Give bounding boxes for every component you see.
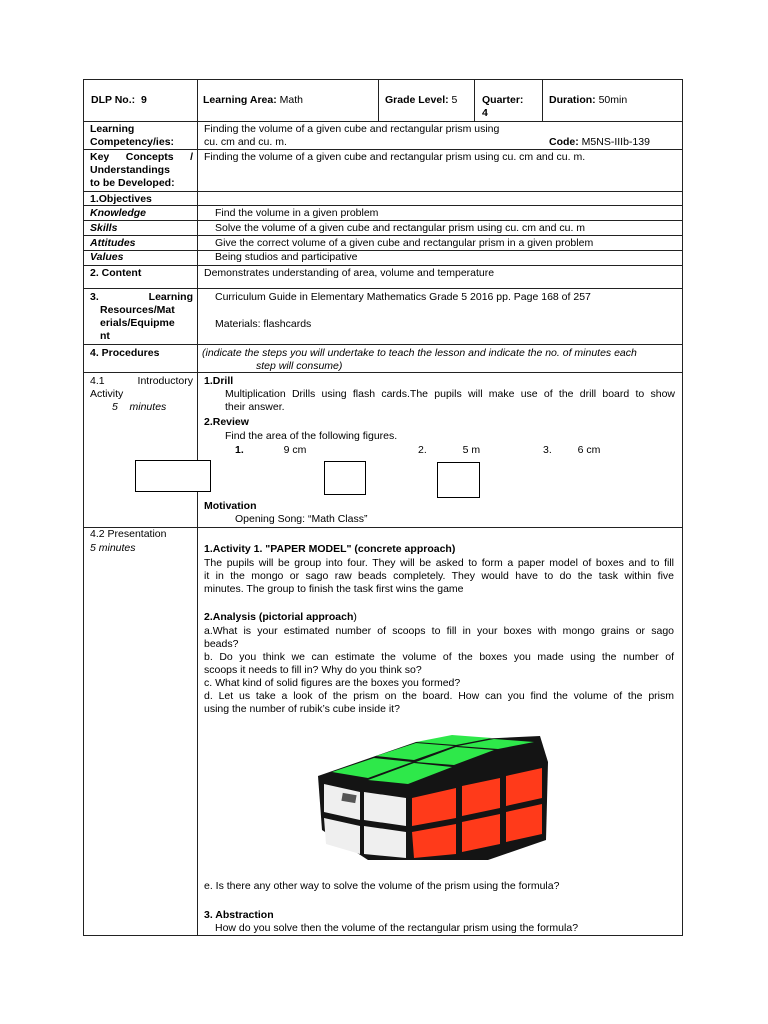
resources-label-line: erials/Equipme [100, 317, 175, 329]
table-border-left [83, 79, 84, 936]
resources-label [90, 291, 193, 343]
figure-number: 1. [235, 444, 244, 456]
figure-2-label [418, 444, 480, 457]
key-concepts-word: Key [90, 151, 110, 163]
rectangle-figure [135, 460, 211, 492]
table-column-divider [378, 79, 379, 122]
objectives-heading: 1.Objectives [90, 193, 152, 205]
table-rule [83, 344, 683, 345]
activity-text [204, 557, 674, 596]
table-rule [83, 235, 683, 236]
presentation-label-line: 4.2 Presentation [90, 528, 167, 540]
competency-code [549, 136, 650, 149]
quarter [482, 94, 523, 120]
dlp-label: DLP No.: [91, 94, 136, 106]
rubiks-cuboid-image [316, 732, 562, 866]
drill-heading: 1.Drill [204, 375, 234, 387]
competency-text-line: cu. cm and cu. m. [204, 136, 287, 148]
competency-label-line: Competency/ies: [90, 136, 175, 148]
intro-minutes-value: 5 [112, 401, 118, 413]
intro-label-line: Activity [90, 388, 124, 400]
grade-level-value: 5 [451, 94, 458, 106]
analysis-line: a.What is your estimated number of scoops to fill in your boxes with mongo grains or sago [204, 625, 674, 637]
figure-1-label [235, 444, 306, 457]
procedures-note-line: step will consume) [256, 360, 343, 372]
duration [549, 94, 627, 107]
objective-label-attitudes: Attitudes [90, 237, 136, 249]
table-column-divider [542, 79, 543, 122]
activity-text-line: The pupils will be group into four. They will be asked to form a paper model of boxes and to fill [204, 557, 674, 569]
presentation-label [90, 528, 166, 555]
table-rule [83, 149, 683, 150]
grade-level-label: Grade Level: [385, 94, 449, 106]
key-concepts-label-line: to be Developed: [90, 177, 175, 189]
resources-label-word: Learning [148, 291, 193, 303]
objective-label-values: Values [90, 251, 124, 263]
key-concepts-label-line [90, 151, 193, 164]
analysis-line: b. Do you think we can estimate the volume of the boxes you made using the number of [204, 651, 674, 663]
objective-label-skills: Skills [90, 222, 118, 234]
objective-text-skills: Solve the volume of a given cube and rectangular prism using cu. cm and cu. m [215, 222, 586, 234]
key-concepts-word: Concepts [125, 151, 174, 163]
analysis-line: using the number of rubik’s cube inside it? [204, 703, 400, 715]
duration-label: Duration: [549, 94, 596, 106]
resources-label-word: 3. [90, 291, 99, 303]
dlp-number [91, 94, 147, 107]
competency-label [90, 123, 195, 149]
key-concepts-text: Finding the volume of a given cube and rectangular prism using cu. cm and cu. m. [204, 151, 586, 163]
code-label: Code: [549, 136, 579, 148]
square-figure-6cm [437, 462, 480, 498]
objective-text-values: Being studios and participative [215, 251, 358, 263]
analysis-line: scoops it needs to fill in? Why do you think so? [204, 664, 422, 676]
analysis-line: d. Let us take a look of the prism on the board. How can you find the volume of the prism [204, 690, 674, 702]
objective-text-knowledge: Find the volume in a given problem [215, 207, 379, 219]
quarter-label: Quarter: [482, 94, 524, 106]
procedures-note-line: (indicate the steps you will undertake to teach the lesson and indicate the no. of minutes each [202, 347, 637, 359]
intro-label-line [90, 401, 193, 414]
figure-dimension: 9 cm [283, 444, 307, 456]
quarter-value: 4 [482, 107, 488, 119]
dlp-value: 9 [140, 94, 147, 106]
resources-materials: Materials: flashcards [215, 318, 312, 330]
analysis-line: c. What kind of solid figures are the boxes you formed? [204, 677, 461, 689]
motivation-text: Opening Song: “Math Class” [235, 513, 368, 525]
content-label: 2. Content [90, 267, 142, 279]
analysis-heading-text: 2.Analysis (pictorial approach [204, 611, 354, 623]
resources-label-line: Resources/Mat [100, 304, 175, 316]
procedures-note [202, 347, 680, 373]
resources-curriculum-guide: Curriculum Guide in Elementary Mathematics Grade 5 2016 pp. Page 168 of 257 [215, 291, 591, 303]
abstraction-text: How do you solve then the volume of the rectangular prism using the formula? [215, 922, 579, 934]
figure-number: 2. [418, 444, 427, 456]
intro-label-line [90, 375, 193, 388]
analysis-questions [204, 625, 674, 716]
table-border-top [83, 79, 683, 80]
learning-area [203, 94, 303, 107]
table-rule [83, 191, 683, 192]
intro-label-word: 4.1 [90, 375, 105, 387]
intro-activity-label [90, 375, 193, 414]
analysis-heading [204, 611, 357, 624]
competency-text-line: Finding the volume of a given cube and rectangular prism using [204, 123, 500, 135]
table-column-divider [197, 79, 198, 936]
grade-level [385, 94, 457, 107]
code-value: M5NS-IIIb-139 [581, 136, 650, 148]
figure-dimension: 6 cm [577, 444, 601, 456]
intro-minutes-unit: minutes [129, 401, 167, 413]
motivation-heading: Motivation [204, 500, 257, 512]
learning-area-label: Learning Area: [203, 94, 277, 106]
table-rule [83, 220, 683, 221]
objective-text-attitudes: Give the correct volume of a given cube and rectangular prism in a given problem [215, 237, 594, 249]
table-border-bottom [83, 935, 683, 936]
table-rule [83, 250, 683, 251]
table-rule [83, 288, 683, 289]
key-concepts-label-line: Understandings [90, 164, 170, 176]
presentation-minutes: 5 minutes [90, 542, 136, 554]
duration-value: 50min [598, 94, 628, 106]
activity-text-line: it in the mongo or sago raw beads completely. They would have to do the task within five [204, 570, 674, 582]
rubiks-cuboid-icon [316, 732, 562, 866]
table-rule [83, 265, 683, 266]
learning-area-value: Math [279, 94, 303, 106]
analysis-heading-paren: ) [353, 611, 357, 623]
figure-dimension: 5 m [462, 444, 481, 456]
question-e: e. Is there any other way to solve the volume of the prism using the formula? [204, 880, 560, 892]
figure-3-label [543, 444, 600, 457]
review-text: Find the area of the following figures. [225, 430, 398, 442]
table-border-right [682, 79, 683, 936]
resources-label-line: nt [100, 330, 110, 342]
content-text: Demonstrates understanding of area, volume and temperature [204, 267, 495, 279]
review-heading: 2.Review [204, 416, 249, 428]
procedures-label: 4. Procedures [90, 347, 160, 359]
figure-number: 3. [543, 444, 552, 456]
abstraction-heading: 3. Abstraction [204, 909, 274, 921]
table-rule [83, 205, 683, 206]
drill-text-line: their answer. [225, 401, 285, 413]
table-rule [83, 121, 683, 122]
resources-label-line [90, 291, 193, 304]
analysis-line: beads? [204, 638, 239, 650]
key-concepts-label [90, 151, 193, 190]
competency-text [204, 123, 544, 149]
drill-text-line: Multiplication Drills using flash cards.The pupils will make use of the drill board to show [225, 388, 675, 400]
activity-heading: 1.Activity 1. "PAPER MODEL" (concrete approach) [204, 543, 456, 555]
drill-text [225, 388, 675, 414]
competency-label-line: Learning [90, 123, 135, 135]
activity-text-line: minutes. The group to finish the task first wins the game [204, 583, 464, 595]
objective-label-knowledge: Knowledge [90, 207, 147, 219]
square-figure-5m [324, 461, 366, 495]
lesson-plan-table [83, 79, 683, 936]
table-rule [83, 527, 683, 528]
intro-label-word: Introductory [137, 375, 193, 387]
table-column-divider [474, 79, 475, 122]
key-concepts-word: / [190, 151, 193, 163]
